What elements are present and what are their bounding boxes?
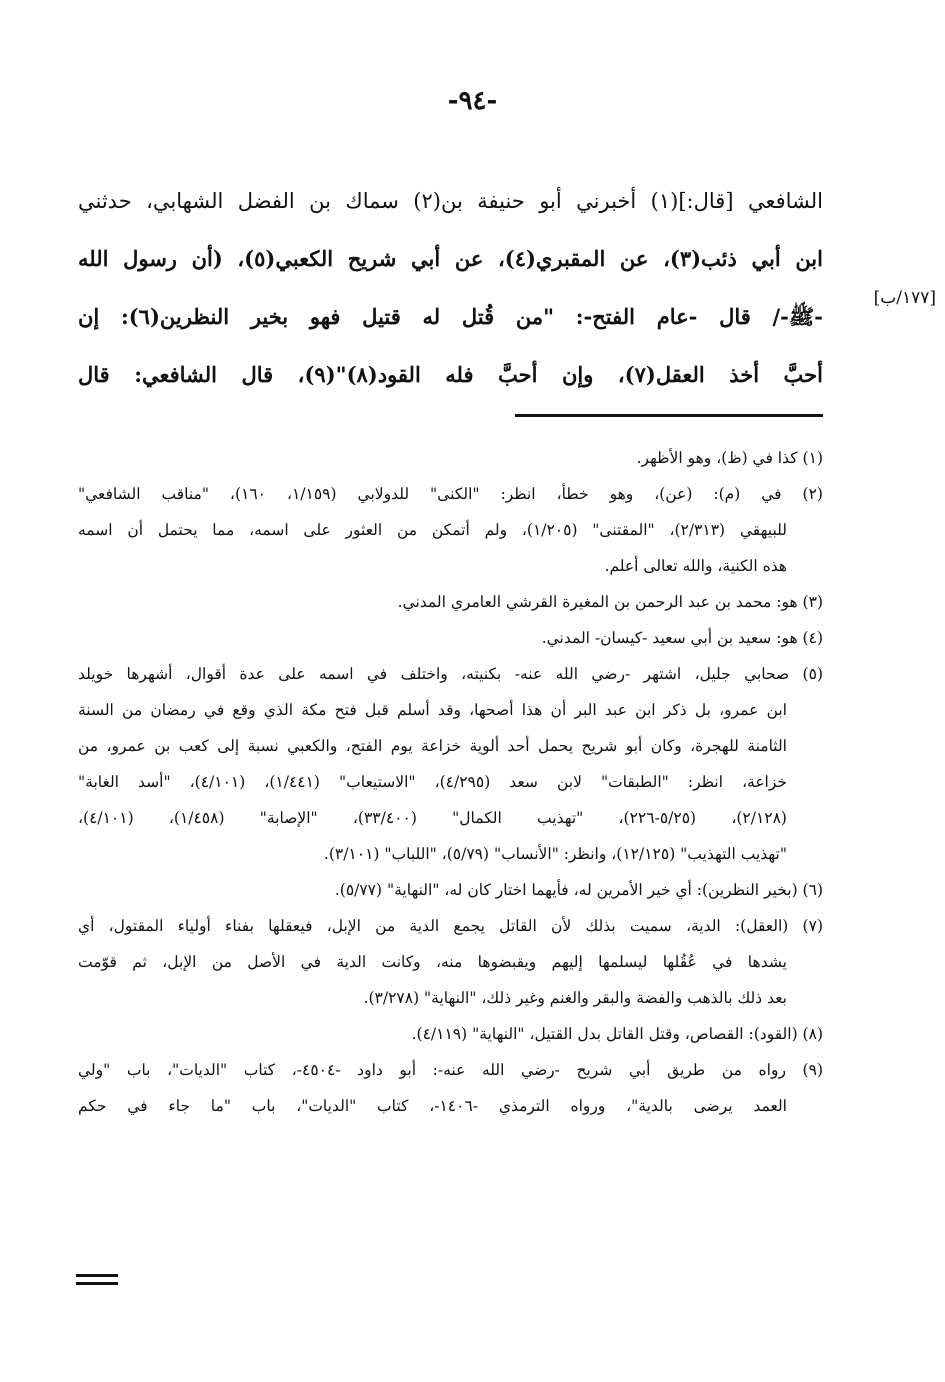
main-text bbox=[78, 172, 823, 404]
footnote-line: (٣) هو: محمد بن عبد الرحمن بن المغيرة القرشي العامري المدني. bbox=[397, 593, 823, 611]
footnote-line: (٤) هو: سعيد بن أبي سعيد -كيسان- المدني. bbox=[541, 629, 823, 647]
footnote-1 bbox=[78, 440, 823, 476]
footnote-8 bbox=[78, 1016, 823, 1052]
footnote-line: (٦) (بخير النظرين): أي خير الأمرين له، فأيهما اختار كان له، "النهاية" (٥/٧٧). bbox=[334, 881, 823, 899]
footnote-line: الثامنة للهجرة، وكان أبو شريح يحمل أحد ألوية خزاعة يوم الفتح، والكعبي نسبة إلى كعب بن عمرو، من bbox=[78, 737, 787, 755]
footnote-9 bbox=[78, 1052, 823, 1124]
footnote-4 bbox=[78, 620, 823, 656]
footnote-line: (٥) صحابي جليل، اشتهر -رضي الله عنه- بكنيته، واختلف في اسمه على عدة أقوال، أشهرها خويلد bbox=[78, 665, 823, 683]
main-line: الشافعي [قال:](١) أخبرني أبو حنيفة بن(٢) سماك بن الفضل الشهابي، حدثني bbox=[78, 189, 823, 213]
footnote-6 bbox=[78, 872, 823, 908]
footnote-separator bbox=[515, 414, 823, 417]
footnotes bbox=[78, 440, 823, 1124]
continuation-mark bbox=[76, 1274, 118, 1286]
footnote-line: (٢/١٢٨)، (٥/٢٥-٢٢٦)، "تهذيب الكمال" (٣٣/٤٠٠)، "الإصابة" (١/٤٥٨)، (٤/١٠١)، bbox=[78, 809, 787, 827]
manuscript-folio-note: [١٧٧/ب] bbox=[873, 288, 936, 308]
main-line: ابن أبي ذئب(٣)، عن المقبري(٤)، عن أبي شريح الكعبي(٥)، (أن رسول الله bbox=[78, 246, 823, 271]
main-line: -ﷺ-/ قال -عام الفتح-: "من قُتل له قتيل فهو بخير النظرين(٦): إن bbox=[78, 304, 823, 329]
footnote-line: (٢) في (م): (عن)، وهو خطأ، انظر: "الكنى" للدولابي (١/١٥٩، ١٦٠)، "مناقب الشافعي" bbox=[78, 485, 823, 503]
page-number: -٩٤- bbox=[447, 86, 498, 116]
footnote-line: يشدها في عُقُلها ليسلمها إليهم ويقبضوها منه، وكانت الدية في الأصل من الإبل، ثم قوّمت bbox=[78, 953, 787, 971]
footnote-line: العمد يرضى بالدية"، ورواه الترمذي -١٤٠٦-، كتاب "الديات"، باب "ما جاء في حكم bbox=[78, 1097, 787, 1115]
footnote-line: "تهذيب التهذيب" (١٢/١٢٥)، وانظر: "الأنساب" (٥/٧٩)، "اللباب" (٣/١٠١). bbox=[323, 845, 787, 863]
main-line: أحبَّ أخذ العقل(٧)، وإن أحبَّ فله القود(٨)"(٩)، قال الشافعي: قال bbox=[78, 362, 823, 387]
footnote-line: (٨) (القود): القصاص، وقتل القاتل بدل القتيل، "النهاية" (٤/١١٩). bbox=[411, 1025, 823, 1043]
footnote-line: خزاعة، انظر: "الطبقات" لابن سعد (٤/٢٩٥)، "الاستيعاب" (١/٤٤١)، (٤/١٠١)، "أسد الغابة" bbox=[78, 773, 788, 791]
footnote-line: (١) كذا في (ظ)، وهو الأظهر. bbox=[636, 449, 823, 467]
footnote-line: (٧) (العقل): الدية، سميت بذلك لأن القاتل يجمع الدية من الإبل، فيعقلها بفناء أولياء المقتول، أي bbox=[78, 917, 823, 935]
footnote-3 bbox=[78, 584, 823, 620]
footnote-7 bbox=[78, 908, 823, 1016]
footnote-line: هذه الكنية، والله تعالى أعلم. bbox=[604, 557, 787, 575]
footnote-line: ابن عمرو، بل ذكر ابن عبد البر أن هذا أصحها، وقد أسلم قبل فتح مكة الذي وقع في رمضان من السنة bbox=[78, 701, 787, 719]
footnote-2 bbox=[78, 476, 823, 584]
footnote-line: (٩) رواه من طريق أبي شريح -رضي الله عنه-: أبو داود -٤٥٠٤-، كتاب "الديات"، باب "ولي bbox=[78, 1061, 823, 1079]
footnote-5 bbox=[78, 656, 823, 872]
footnote-line: للبيهقي (٢/٣١٣)، "المقتنى" (١/٢٠٥)، ولم أتمكن من العثور على اسمه، مما يحتمل أن اسمه bbox=[78, 521, 787, 539]
footnote-line: بعد ذلك بالذهب والفضة والبقر والغنم وغير ذلك، "النهاية" (٣/٢٧٨). bbox=[363, 989, 787, 1007]
